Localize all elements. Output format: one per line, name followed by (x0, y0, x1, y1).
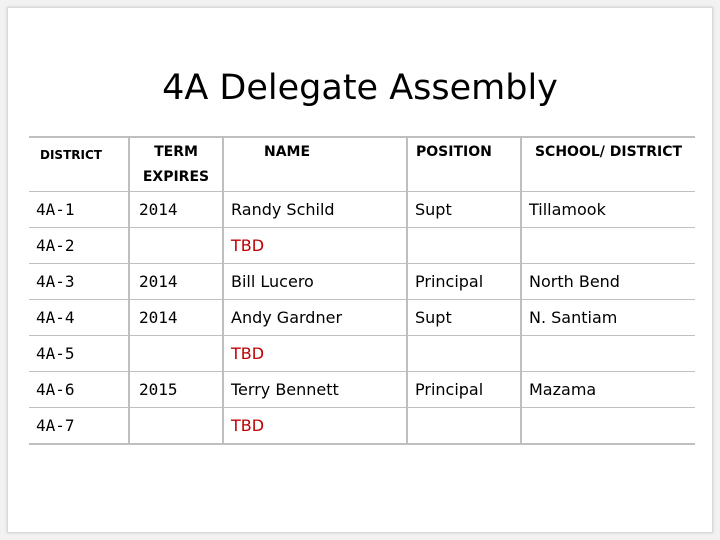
cell-term (129, 336, 223, 372)
page-title: 4A Delegate Assembly (162, 68, 558, 108)
table-row (29, 408, 695, 445)
cell-school: Mazama (521, 372, 695, 408)
cell-district: 4A-5 (29, 336, 129, 372)
cell-position: Principal (407, 372, 521, 408)
cell-term: 2014 (129, 264, 223, 300)
cell-name: TBD (223, 228, 407, 264)
cell-district: 4A-4 (29, 300, 129, 336)
cell-position: Principal (407, 264, 521, 300)
header-district: DISTRICT (29, 137, 129, 192)
cell-term: 2015 (129, 372, 223, 408)
cell-district: 4A-1 (29, 192, 129, 228)
header-term-expires: TERM EXPIRES (129, 137, 223, 192)
cell-term: 2014 (129, 192, 223, 228)
table-row (29, 192, 695, 228)
header-school-district: SCHOOL/ DISTRICT (521, 137, 695, 192)
table-row (29, 372, 695, 408)
cell-term (129, 408, 223, 445)
cell-term: 2014 (129, 300, 223, 336)
cell-school: N. Santiam (521, 300, 695, 336)
cell-district: 4A-2 (29, 228, 129, 264)
table-header-row (29, 137, 695, 192)
cell-name: Andy Gardner (223, 300, 407, 336)
table-row (29, 300, 695, 336)
cell-school (521, 408, 695, 445)
cell-school (521, 228, 695, 264)
cell-name: TBD (223, 336, 407, 372)
cell-school: Tillamook (521, 192, 695, 228)
cell-district: 4A-7 (29, 408, 129, 445)
cell-position: Supt (407, 192, 521, 228)
cell-name: Randy Schild (223, 192, 407, 228)
cell-school (521, 336, 695, 372)
table-row (29, 264, 695, 300)
cell-district: 4A-3 (29, 264, 129, 300)
cell-school: North Bend (521, 264, 695, 300)
cell-name: TBD (223, 408, 407, 445)
table-row (29, 228, 695, 264)
cell-position (407, 336, 521, 372)
header-name: NAME (223, 137, 407, 192)
header-position: POSITION (407, 137, 521, 192)
delegate-table (29, 136, 695, 445)
table-row (29, 336, 695, 372)
cell-position: Supt (407, 300, 521, 336)
cell-position (407, 408, 521, 445)
cell-name: Bill Lucero (223, 264, 407, 300)
cell-district: 4A-6 (29, 372, 129, 408)
cell-name: Terry Bennett (223, 372, 407, 408)
cell-term (129, 228, 223, 264)
cell-position (407, 228, 521, 264)
